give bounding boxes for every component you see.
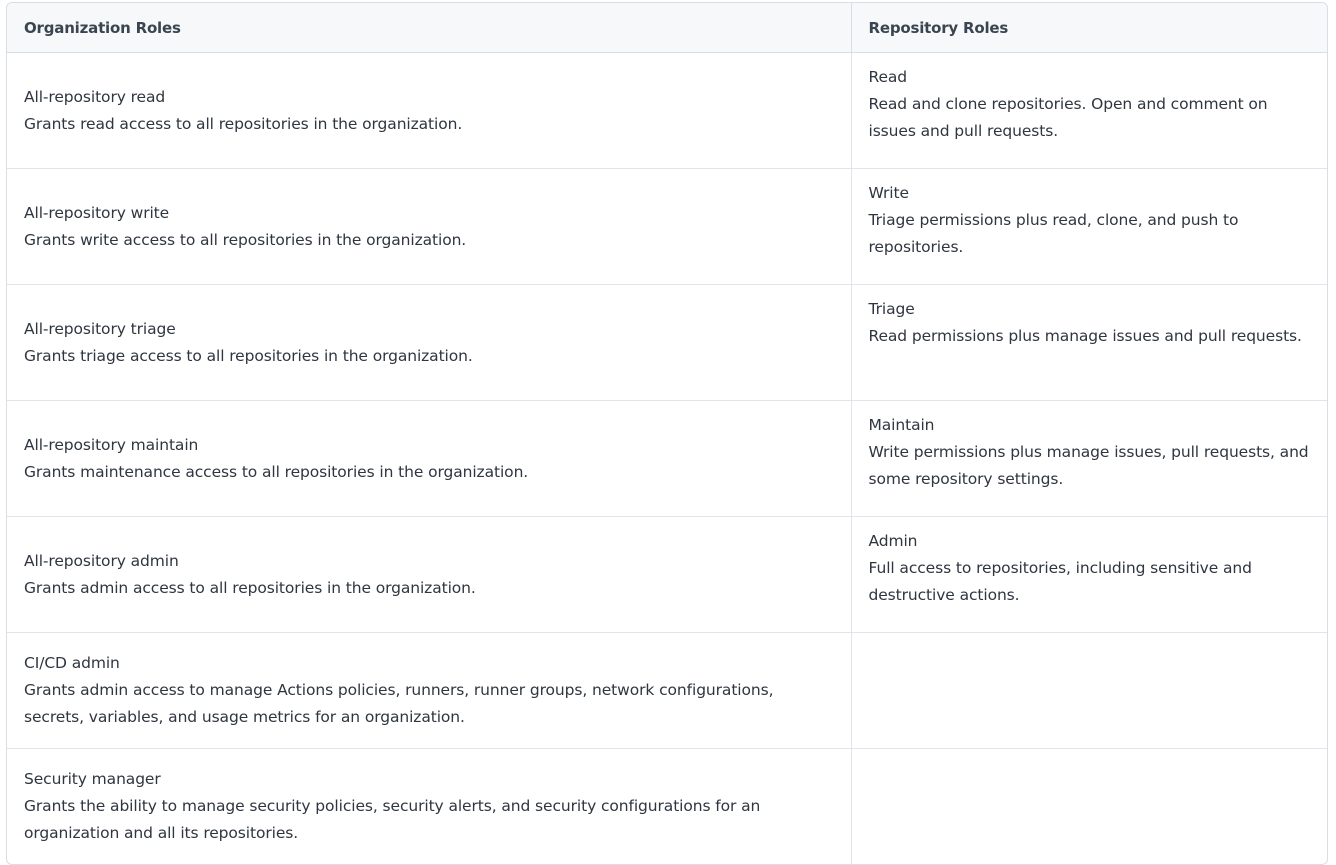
repo-role-description: Triage permissions plus read, clone, and push to repositories.: [868, 211, 1239, 256]
org-role-cell: [7, 401, 851, 517]
repo-role-description: Full access to repositories, including sensitive and destructive actions.: [868, 559, 1252, 604]
table-row: [7, 53, 1328, 169]
repo-role-name: Maintain: [868, 416, 935, 434]
header-organization-roles: Organization Roles: [7, 3, 851, 53]
repo-role-description: Read and clone repositories. Open and comment on issues and pull requests.: [868, 95, 1268, 140]
repo-role-description: Write permissions plus manage issues, pull requests, and some repository settings.: [868, 443, 1309, 488]
org-role-description: Grants maintenance access to all repositories in the organization.: [24, 462, 529, 481]
table-row: [7, 169, 1328, 285]
roles-table-container: [6, 2, 1328, 865]
table-row: [7, 517, 1328, 633]
table-header: [7, 3, 1328, 53]
table-row: [7, 401, 1328, 517]
org-role-name: All-repository read: [24, 87, 166, 106]
org-role-name: All-repository triage: [24, 319, 176, 338]
org-role-cell: [7, 517, 851, 633]
org-role-description: Grants admin access to all repositories in the organization.: [24, 578, 476, 597]
repo-role-cell: [851, 401, 1328, 517]
table-row: [7, 749, 1328, 865]
org-role-description: Grants the ability to manage security policies, security alerts, and security configurations for an organization and all its repositories.: [24, 797, 761, 842]
header-repository-roles: Repository Roles: [851, 3, 1328, 53]
org-role-cell: [7, 169, 851, 285]
org-role-description: Grants write access to all repositories in the organization.: [24, 230, 467, 249]
repo-role-description: Read permissions plus manage issues and pull requests.: [868, 327, 1302, 345]
repo-role-cell: [851, 53, 1328, 169]
repo-role-cell: [851, 517, 1328, 633]
org-role-name: Security manager: [24, 770, 161, 788]
org-role-cell: [7, 749, 851, 865]
org-role-description: Grants read access to all repositories in the organization.: [24, 114, 463, 133]
table-row: [7, 633, 1328, 749]
org-role-name: All-repository maintain: [24, 435, 199, 454]
org-role-name: All-repository write: [24, 203, 170, 222]
table-row: [7, 285, 1328, 401]
org-role-cell: [7, 633, 851, 749]
header-row: [7, 3, 1328, 53]
repo-role-cell-empty: [851, 749, 1328, 865]
repo-role-cell: [851, 169, 1328, 285]
org-role-name: CI/CD admin: [24, 654, 120, 672]
org-role-cell: [7, 285, 851, 401]
repo-role-name: Write: [868, 184, 909, 202]
org-role-name: All-repository admin: [24, 551, 179, 570]
roles-table: [7, 3, 1328, 864]
repo-role-name: Triage: [868, 300, 915, 318]
repo-role-name: Read: [868, 68, 908, 86]
org-role-description: Grants triage access to all repositories in the organization.: [24, 346, 473, 365]
repo-role-cell: [851, 285, 1328, 401]
repo-role-name: Admin: [868, 532, 918, 550]
org-role-cell: [7, 53, 851, 169]
table-body: [7, 53, 1328, 865]
org-role-description: Grants admin access to manage Actions policies, runners, runner groups, network configurations, secrets, variables, and usage metrics for an organization.: [24, 681, 774, 726]
repo-role-cell-empty: [851, 633, 1328, 749]
